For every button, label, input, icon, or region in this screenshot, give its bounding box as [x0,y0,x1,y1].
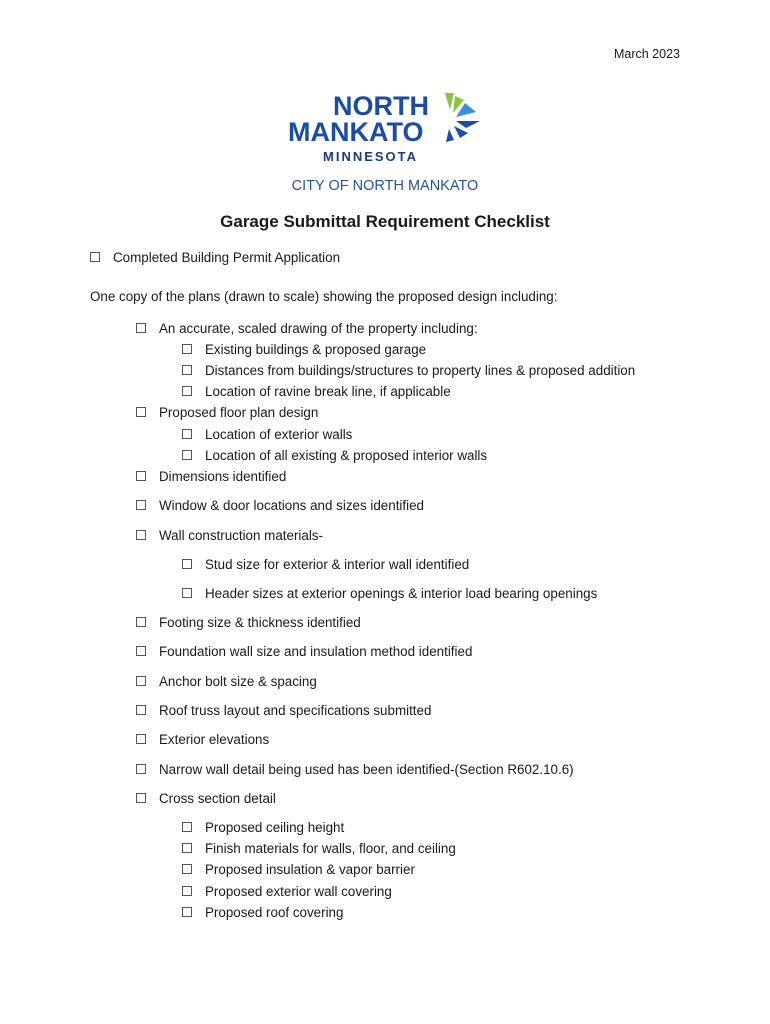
list-item: An accurate, scaled drawing of the property including: [136,321,478,337]
list-item: Proposed ceiling height [182,820,344,836]
checkbox-icon[interactable] [182,450,192,460]
list-item: Stud size for exterior & interior wall identified [182,557,469,573]
list-item: Dimensions identified [136,469,286,485]
checkbox-icon[interactable] [136,407,146,417]
list-item: Narrow wall detail being used has been identified-(Section R602.10.6) [136,762,574,778]
page-title: Garage Submittal Requirement Checklist [220,212,550,231]
checkbox-icon[interactable] [136,705,146,715]
checkbox-icon[interactable] [182,344,192,354]
list-item: Location of ravine break line, if applicable [182,384,451,400]
checkbox-icon[interactable] [182,864,192,874]
north-mankato-logo [288,90,488,165]
list-item: Window & door locations and sizes identified [136,498,424,514]
document-date: March 2023 [613,47,680,61]
list-item: Existing buildings & proposed garage [182,342,426,358]
list-item: Exterior elevations [136,732,269,748]
checkbox-icon[interactable] [136,676,146,686]
list-item: Proposed roof covering [182,905,343,921]
svg-text:MINNESOTA: MINNESOTA [323,149,419,164]
list-item: Roof truss layout and specifications submitted [136,703,431,719]
city-name: CITY OF NORTH MANKATO [291,178,479,194]
list-item: Location of exterior walls [182,427,352,443]
checkbox-icon[interactable] [182,588,192,598]
checkbox-icon[interactable] [136,764,146,774]
checkbox-icon[interactable] [136,793,146,803]
list-item: Proposed insulation & vapor barrier [182,862,415,878]
checkbox-icon[interactable] [136,617,146,627]
checkbox-icon[interactable] [136,530,146,540]
checkbox-icon[interactable] [136,471,146,481]
list-item: Wall construction materials- [136,528,323,544]
list-item: Anchor bolt size & spacing [136,674,317,690]
list-item: Cross section detail [136,791,276,807]
list-item: Location of all existing & proposed interior walls [182,448,487,464]
list-item: Proposed exterior wall covering [182,884,392,900]
svg-text:MANKATO: MANKATO [288,117,424,147]
checkbox-icon[interactable] [182,886,192,896]
checkbox-icon[interactable] [182,429,192,439]
checkbox-icon[interactable] [182,822,192,832]
list-item: Finish materials for walls, floor, and ceiling [182,841,456,857]
intro-text: One copy of the plans (drawn to scale) showing the proposed design including: [90,289,558,304]
list-item: Completed Building Permit Application [90,250,340,266]
checkbox-icon[interactable] [182,559,192,569]
list-item: Footing size & thickness identified [136,615,361,631]
checkbox-icon[interactable] [182,843,192,853]
list-item: Header sizes at exterior openings & interior load bearing openings [182,586,597,602]
checkbox-icon[interactable] [136,500,146,510]
svg-text:NORTH: NORTH [333,91,429,121]
checkbox-icon[interactable] [136,734,146,744]
list-item: Proposed floor plan design [136,405,318,421]
checkbox-icon[interactable] [182,386,192,396]
checkbox-icon[interactable] [182,365,192,375]
list-item: Distances from buildings/structures to property lines & proposed addition [182,363,635,379]
checkbox-icon[interactable] [136,323,146,333]
checkbox-icon[interactable] [136,646,146,656]
checkbox-icon[interactable] [90,252,100,262]
checkbox-icon[interactable] [182,907,192,917]
list-item: Foundation wall size and insulation method identified [136,644,472,660]
sunburst-icon [445,93,480,142]
